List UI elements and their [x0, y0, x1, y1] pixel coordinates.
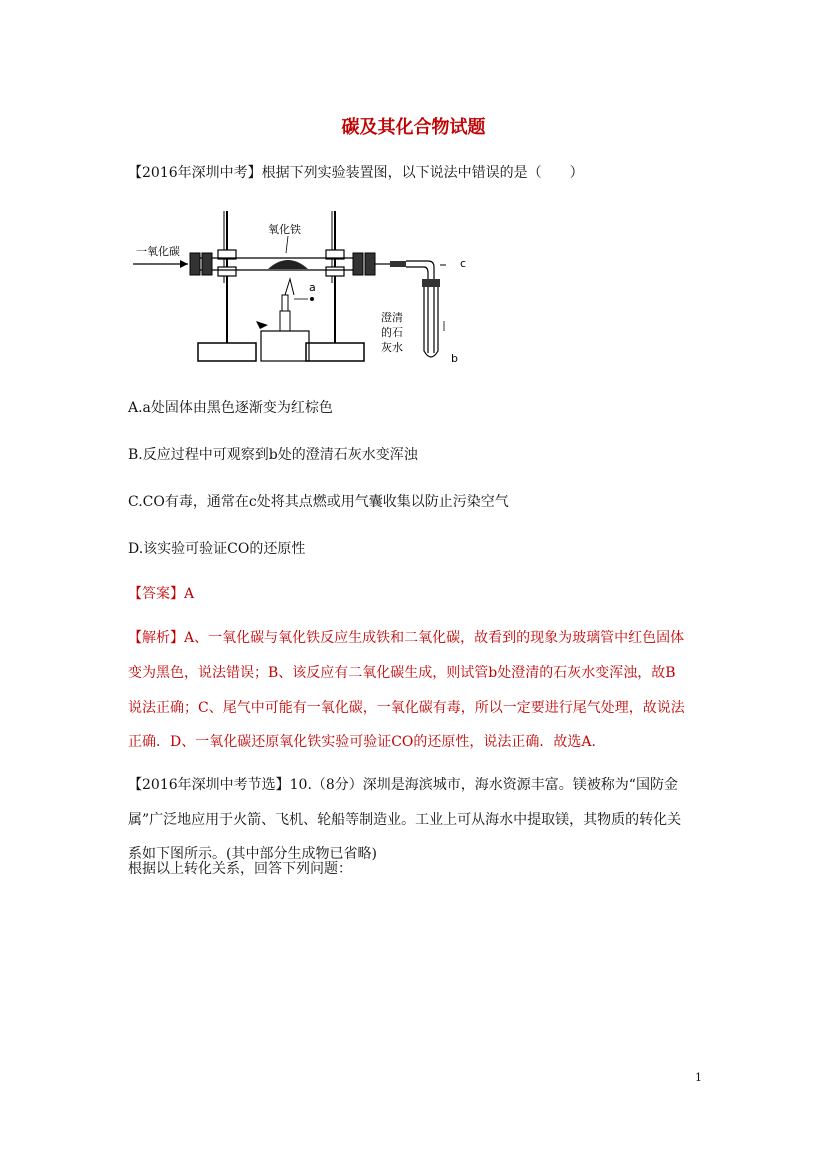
iron-oxide-pile [268, 260, 308, 269]
analysis-line: 说法正确；C、尾气中可能有一氧化碳，一氧化碳有毒，所以一定要进行尾气处理，故说法 [128, 700, 685, 716]
question-2-prompt: 根据以上转化关系，回答下列问题： [128, 861, 352, 877]
option-c: C.CO有毒，通常在c处将其点燃或用气囊收集以防止污染空气 [128, 494, 509, 510]
point-b-label: b [451, 352, 458, 365]
option-b: B.反应过程中可观察到b处的澄清石灰水变浑浊 [128, 447, 418, 463]
page-number: 1 [695, 1071, 702, 1084]
analysis-line: 正确．D、一氧化碳还原氧化铁实验可验证CO的还原性，说法正确．故选A． [128, 734, 606, 750]
question-2-stem-line: 【2016年深圳中考节选】10.（8分）深圳是海滨城市，海水资源丰富。镁被称为“国防金 [128, 777, 678, 793]
limewater-label-3: 灰水 [381, 341, 403, 354]
point-c-label: c [460, 257, 467, 270]
point-a-label: a [309, 281, 316, 294]
test-tube [424, 283, 438, 357]
gas-in-label: 一氧化碳 [136, 245, 180, 258]
question-1-stem: 【2016年深圳中考】根据下列实验装置图，以下说法中错误的是（ ） [128, 165, 584, 181]
document-title: 碳及其化合物试题 [341, 117, 486, 138]
right-stand-base [306, 343, 364, 361]
option-d: D.该实验可验证CO的还原性 [128, 541, 306, 557]
left-stand-base [198, 343, 256, 361]
analysis-line: 变为黑色，说法错误；B、该反应有二氧化碳生成，则试管b处澄清的石灰水变浑浊，故B [128, 665, 676, 681]
lamp-body [261, 331, 309, 361]
oxide-label: 氧化铁 [268, 223, 301, 236]
apparatus-figure [128, 203, 478, 373]
limewater-label-1: 澄清 [381, 311, 403, 324]
limewater-label-2: 的石 [381, 326, 403, 339]
question-2-stem-line: 属”广泛地应用于火箭、飞机、轮船等制造业。工业上可从海水中提取镁，其物质的转化关 [128, 812, 682, 828]
analysis-line: 【解析】A、一氧化碳与氧化铁反应生成铁和二氧化碳，故看到的现象为玻璃管中红色固体 [128, 630, 685, 646]
answer: 【答案】A [128, 586, 195, 602]
option-a: A.a处固体由黑色逐渐变为红棕色 [128, 400, 333, 416]
question-2-stem-line: 系如下图所示。(其中部分生成物已省略) [128, 846, 377, 862]
